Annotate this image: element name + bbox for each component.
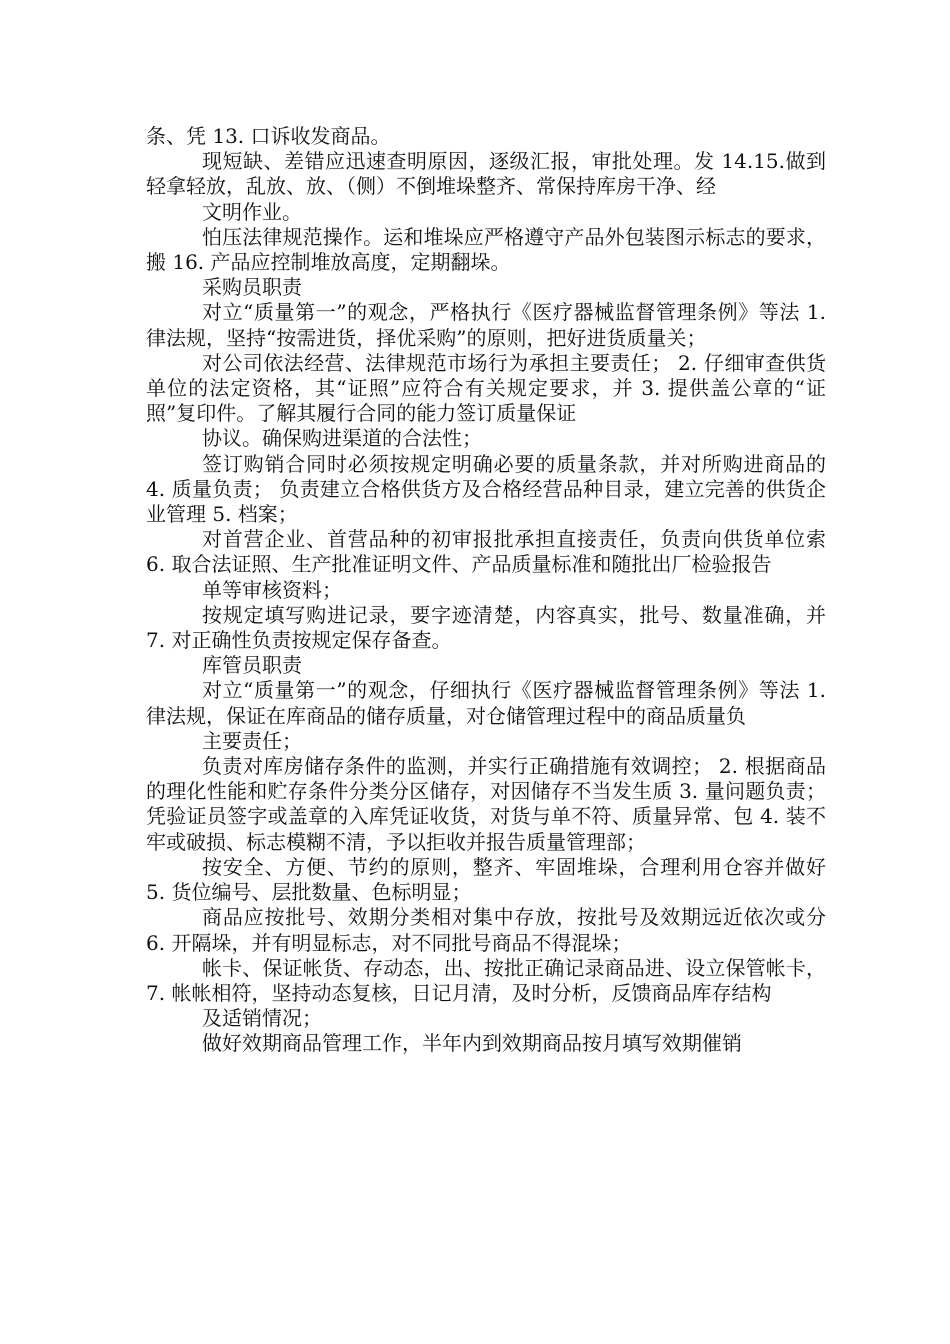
paragraph: 文明作业。 (202, 199, 302, 224)
section-heading-warehouse-keeper-duties: 库管员职责 (202, 653, 302, 678)
paragraph: 现短缺、差错应迅速查明原因，逐级汇报，审批处理。发 14.15.做到轻拿轻放，乱放、放、（侧）不倒堆垛整齐、常保持库房干净、经 (146, 149, 826, 199)
paragraph: 对立“质量第一”的观念，严格执行《医疗器械监督管理条例》等法 1. 律法规，坚持“按需进货，择优采购”的原则，把好进货质量关； (146, 300, 826, 350)
paragraph: 对立“质量第一”的观念，仔细执行《医疗器械监督管理条例》等法 1. 律法规，保证在库商品的储存质量，对仓储管理过程中的商品质量负 (146, 678, 826, 728)
paragraph: 商品应按批号、效期分类相对集中存放，按批号及效期远近依次或分 6. 开隔垛，并有明显标志，对不同批号商品不得混垛； (146, 905, 826, 955)
paragraph: 主要责任； (202, 728, 302, 753)
paragraph: 帐卡、保证帐货、存动态，出、按批正确记录商品进、设立保管帐卡， 7. 帐帐相符，坚持动态复核，日记月清，及时分析，反馈商品库存结构 (146, 955, 826, 1005)
paragraph: 做好效期商品管理工作，半年内到效期商品按月填写效期催销 (202, 1031, 742, 1056)
paragraph: 及适销情况； (202, 1006, 322, 1031)
paragraph: 条、凭 13. 口诉收发商品。 (146, 124, 391, 148)
paragraph: 协议。确保购进渠道的合法性； (202, 426, 482, 451)
paragraph: 单等审核资料； (202, 577, 342, 602)
paragraph: 按规定填写购进记录，要字迹清楚，内容真实，批号、数量准确，并 7. 对正确性负责按规定保存备查。 (146, 602, 826, 653)
section-heading-purchaser-duties: 采购员职责 (202, 275, 302, 300)
paragraph: 签订购销合同时必须按规定明确必要的质量条款，并对所购进商品的 4. 质量负责； 负责建立合格供货方及合格经营品种目录，建立完善的供货企业管理 5. 档案； (146, 451, 826, 527)
document-body (146, 124, 826, 1057)
paragraph: 按安全、方便、节约的原则，整齐、牢固堆垛，合理利用仓容并做好 5. 货位编号、层批数量、色标明显； (146, 854, 826, 905)
paragraph: 对公司依法经营、法律规范市场行为承担主要责任； 2. 仔细审查供货单位的法定资格，其“证照”应符合有关规定要求，并 3. 提供盖公章的“证照”复印件。了解其履行合同的能力签订质量保证 (146, 350, 826, 426)
paragraph: 怕压法律规范操作。运和堆垛应严格遵守产品外包装图示标志的要求，搬 16. 产品应控制堆放高度，定期翻垛。 (146, 224, 826, 275)
paragraph: 负责对库房储存条件的监测，并实行正确措施有效调控； 2. 根据商品的理化性能和贮存条件分类分区储存，对因储存不当发生质 3. 量问题负责； 凭验证员签字或盖章的入库凭证收货，对货与单不符、质量异常、包 4. 装不牢或破损、标志模糊不清，予以拒收并报告质量管理部； (146, 754, 826, 854)
paragraph: 对首营企业、首营品种的初审报批承担直接责任，负责向供货单位索 6. 取合法证照、生产批准证明文件、产品质量标准和随批出厂检验报告 (146, 527, 826, 577)
